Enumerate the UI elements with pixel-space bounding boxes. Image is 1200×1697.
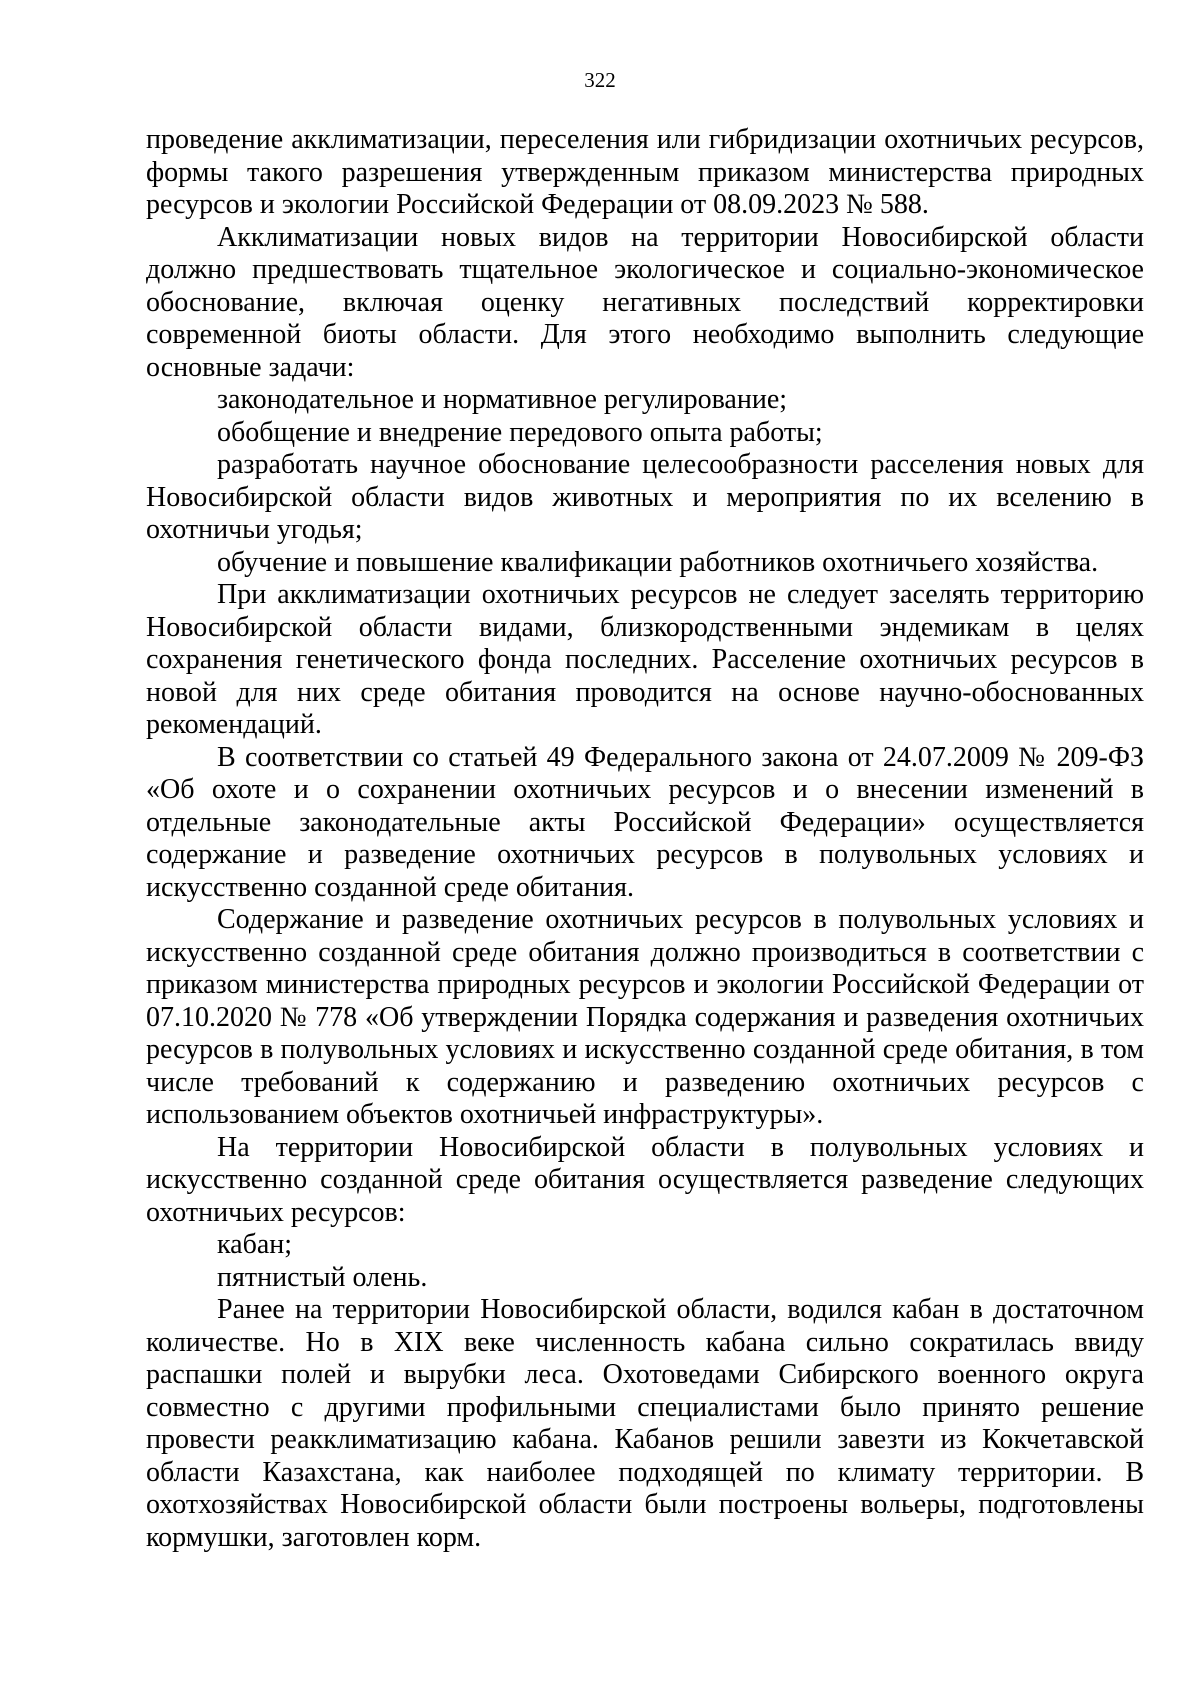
paragraph-boar-history: Ранее на территории Новосибирской области, водился кабан в достаточном количестве. Но в XIX веке численность кабана сильно сократилась ввиду распашки полей и вырубки леса. Охотоведами Сибирского военного округа совместно с другими профильными специалистами было принято решение провести реакклиматизацию кабана. Кабанов решили завезти из Кокчетавской области Казахстана, как наиболее подходящей по климату территории. В охотхозяйствах Новосибирской области были построены вольеры, подготовлены кормушки, заготовлен корм. (146, 1294, 1144, 1553)
species-item-boar: кабан; (217, 1229, 293, 1260)
task-item-scientific-basis: разработать научное обоснование целесообразности расселения новых для Новосибирской области видов животных и мероприятия по их вселению в охотничьи угодья; (146, 449, 1144, 545)
paragraph-ministry-order: Содержание и разведение охотничьих ресурсов в полувольных условиях и искусственно созданной среде обитания должно производиться в соответствии с приказом министерства природных ресурсов и экологии Российской Федерации от 07.10.2020 № 778 «Об утверждении Порядка содержания и разведения охотничьих ресурсов в полувольных условиях и искусственно созданной среде обитания, в том числе требований к содержанию и разведению охотничьих ресурсов с использованием объектов охотничьей инфраструктуры». (146, 904, 1144, 1130)
paragraph-endemic-protection: При акклиматизации охотничьих ресурсов не следует заселять территорию Новосибирской области видами, близкородственными эндемикам в целях сохранения генетического фонда последних. Расселение охотничьих ресурсов в новой для них среде обитания проводится на основе научно-обоснованных рекомендаций. (146, 579, 1144, 740)
task-item-regulation: законодательное и нормативное регулирование; (217, 384, 788, 415)
species-item-sika-deer: пятнистый олень. (217, 1261, 428, 1293)
task-item-experience: обобщение и внедрение передового опыта работы; (217, 416, 823, 448)
paragraph-breeding-species: На территории Новосибирской области в полувольных условиях и искусственно созданной среде обитания осуществляется разведение следующих охотничьих ресурсов: (146, 1131, 1144, 1228)
page-number: 322 (584, 68, 616, 92)
task-item-training: обучение и повышение квалификации работников охотничьего хозяйства. (217, 546, 1099, 578)
paragraph-acclimatization-justification: Акклиматизации новых видов на территории Новосибирской области должно предшествовать тщательное экологическое и социально-экономическое обоснование, включая оценку негативных последствий корректировки современной биоты области. Для этого необходимо выполнить следующие основные задачи: (146, 221, 1144, 383)
document-body (146, 124, 1144, 1554)
paragraph-federal-law: В соответствии со статьей 49 Федерального закона от 24.07.2009 № 209-ФЗ «Об охоте и о сохранении охотничьих ресурсов и о внесении изменений в отдельные законодательные акты Российской Федерации» осуществляется содержание и разведение охотничьих ресурсов в полувольных условиях и искусственно созданной среде обитания. (146, 741, 1144, 903)
paragraph-continuation: проведение акклиматизации, переселения или гибридизации охотничьих ресурсов, формы такого разрешения утвержденным приказом министерства природных ресурсов и экологии Российской Федерации от 08.09.2023 № 588. (146, 124, 1144, 220)
